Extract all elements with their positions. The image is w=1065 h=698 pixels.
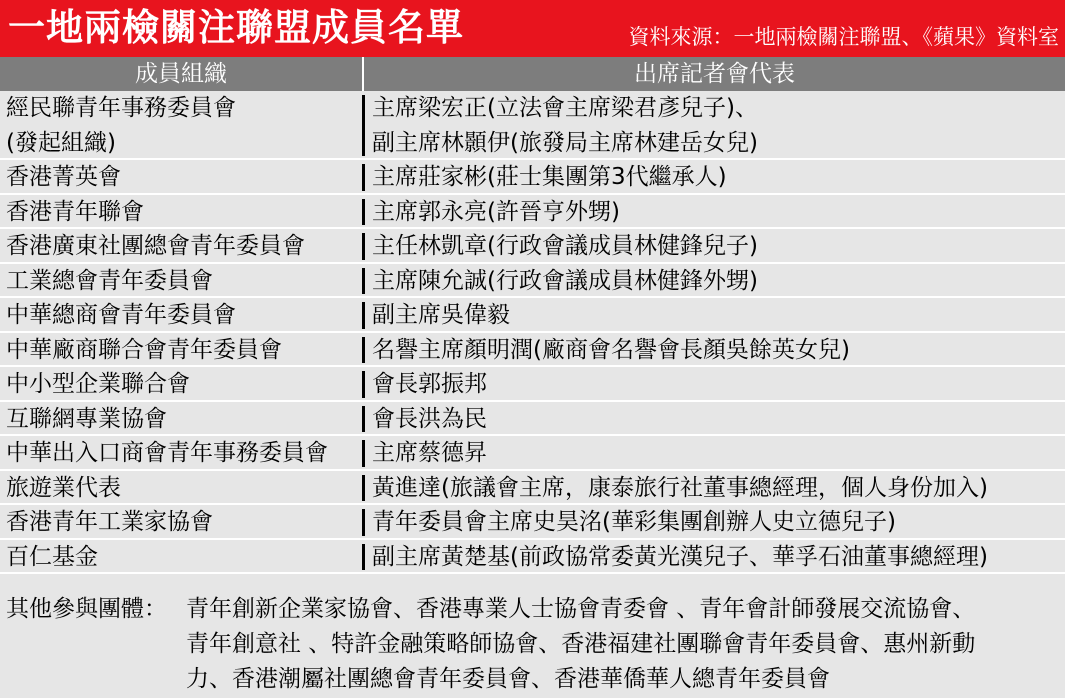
- member-organization: [6, 436, 358, 471]
- representative-text: 副主席林顥伊(旅發局主席林建岳女兒): [372, 129, 758, 156]
- representative: [372, 471, 1062, 506]
- page-title: 一地兩檢關注聯盟成員名單: [8, 6, 464, 49]
- table-row: [0, 471, 1065, 506]
- representative-text: 主席陳允誠(行政會議成員林健鋒外甥): [372, 267, 758, 294]
- representative: [372, 540, 1062, 575]
- member-organization: [6, 91, 358, 160]
- column-header-organization: 成員組織: [135, 61, 227, 87]
- representative-text: 主席莊家彬(莊士集團第3代繼承人): [372, 164, 727, 190]
- member-organization: [6, 367, 358, 402]
- member-organization: [6, 471, 358, 506]
- organization-text: 中小型企業聯合會: [6, 371, 190, 397]
- column-divider: [362, 199, 365, 226]
- other-groups-label: 其他參與團體：: [6, 596, 167, 622]
- representative: [372, 402, 1062, 437]
- column-divider: [362, 371, 365, 398]
- representative-text: 名譽主席顏明潤(廠商會名譽會長顏吳餘英女兒): [372, 336, 850, 363]
- table-row: [0, 540, 1065, 575]
- title-banner: [0, 0, 1065, 57]
- representative-text: 主席梁宏正(立法會主席梁君彥兒子)、: [372, 95, 758, 121]
- representative: [372, 264, 1062, 299]
- source-credit: 資料來源：一地兩檢關注聯盟、《蘋果》資料室: [628, 25, 1059, 49]
- other-groups: [0, 592, 1065, 698]
- column-divider: [362, 475, 365, 502]
- table-row: [0, 367, 1065, 402]
- table-header: [0, 57, 1065, 91]
- table-row: [0, 298, 1065, 333]
- column-divider: [362, 509, 365, 536]
- column-divider: [362, 233, 365, 260]
- representative: [372, 160, 1062, 195]
- representative: [372, 91, 1062, 160]
- organization-text: 互聯網專業協會: [6, 405, 167, 432]
- representative-text: 副主席黃楚基(前政協常委黃光漢兒子、華孚石油董事總經理): [372, 543, 988, 570]
- organization-text: 香港廣東社團總會青年委員會: [6, 233, 305, 259]
- representative-text: 副主席吳偉毅: [372, 302, 510, 328]
- representative: [372, 195, 1062, 230]
- table-row: [0, 264, 1065, 299]
- member-organization: [6, 333, 358, 368]
- column-header-representative: 出席記者會代表: [634, 61, 795, 87]
- column-divider: [362, 268, 365, 295]
- representative-text: 會長郭振邦: [372, 371, 487, 397]
- representative-text: 主席蔡德昇: [372, 440, 487, 466]
- table-row: [0, 333, 1065, 368]
- member-table: [0, 91, 1065, 574]
- representative-text: 青年委員會主席史昊洺(華彩集團創辦人史立德兒子): [372, 509, 896, 535]
- member-organization: [6, 540, 358, 575]
- representative-text: 會長洪為民: [372, 405, 487, 432]
- table-row: [0, 195, 1065, 230]
- member-organization: [6, 298, 358, 333]
- representative: [372, 505, 1062, 540]
- member-organization: [6, 402, 358, 437]
- member-organization: [6, 264, 358, 299]
- representative: [372, 229, 1062, 264]
- column-divider: [362, 544, 365, 571]
- organization-text: 中華總商會青年委員會: [6, 302, 236, 328]
- member-organization: [6, 195, 358, 230]
- table-row: [0, 91, 1065, 160]
- representative: [372, 333, 1062, 368]
- column-divider: [362, 95, 365, 156]
- representative-text: 黃進達(旅議會主席，康泰旅行社董事總經理，個人身份加入): [372, 474, 988, 501]
- table-row: [0, 402, 1065, 437]
- organization-text: 香港青年工業家協會: [6, 509, 213, 535]
- other-groups-line: 力、香港潮屬社團總會青年委員會、香港華僑華人總青年委員會: [186, 666, 830, 692]
- row-divider: [0, 572, 1065, 574]
- member-organization: [6, 505, 358, 540]
- organization-text: 中華出入口商會青年事務委員會: [6, 440, 328, 466]
- other-groups-line: 青年創意社 、特許金融策略師協會、香港福建社團聯會青年委員會、惠州新動: [186, 631, 976, 657]
- column-divider: [362, 337, 365, 364]
- organization-text: 經民聯青年事務委員會: [6, 95, 236, 121]
- column-divider: [362, 406, 365, 433]
- representative-text: 主席郭永亮(許晉亨外甥): [372, 198, 620, 225]
- organization-text: (發起組織): [6, 129, 116, 156]
- organization-text: 中華廠商聯合會青年委員會: [6, 336, 282, 363]
- organization-text: 香港青年聯會: [6, 198, 144, 225]
- column-divider: [362, 164, 365, 191]
- representative: [372, 367, 1062, 402]
- organization-text: 香港菁英會: [6, 164, 121, 190]
- representative-text: 主任林凱章(行政會議成員林健鋒兒子): [372, 233, 758, 259]
- representative: [372, 436, 1062, 471]
- table-row: [0, 160, 1065, 195]
- member-organization: [6, 229, 358, 264]
- representative: [372, 298, 1062, 333]
- table-row: [0, 229, 1065, 264]
- table-row: [0, 436, 1065, 471]
- member-organization: [6, 160, 358, 195]
- other-groups-line: 青年創新企業家協會、香港專業人士協會青委會 、青年會計師發展交流協會、: [186, 596, 976, 622]
- organization-text: 百仁基金: [6, 543, 98, 570]
- column-divider: [362, 302, 365, 329]
- column-divider: [362, 440, 365, 467]
- table-row: [0, 505, 1065, 540]
- organization-text: 工業總會青年委員會: [6, 267, 213, 294]
- organization-text: 旅遊業代表: [6, 474, 121, 501]
